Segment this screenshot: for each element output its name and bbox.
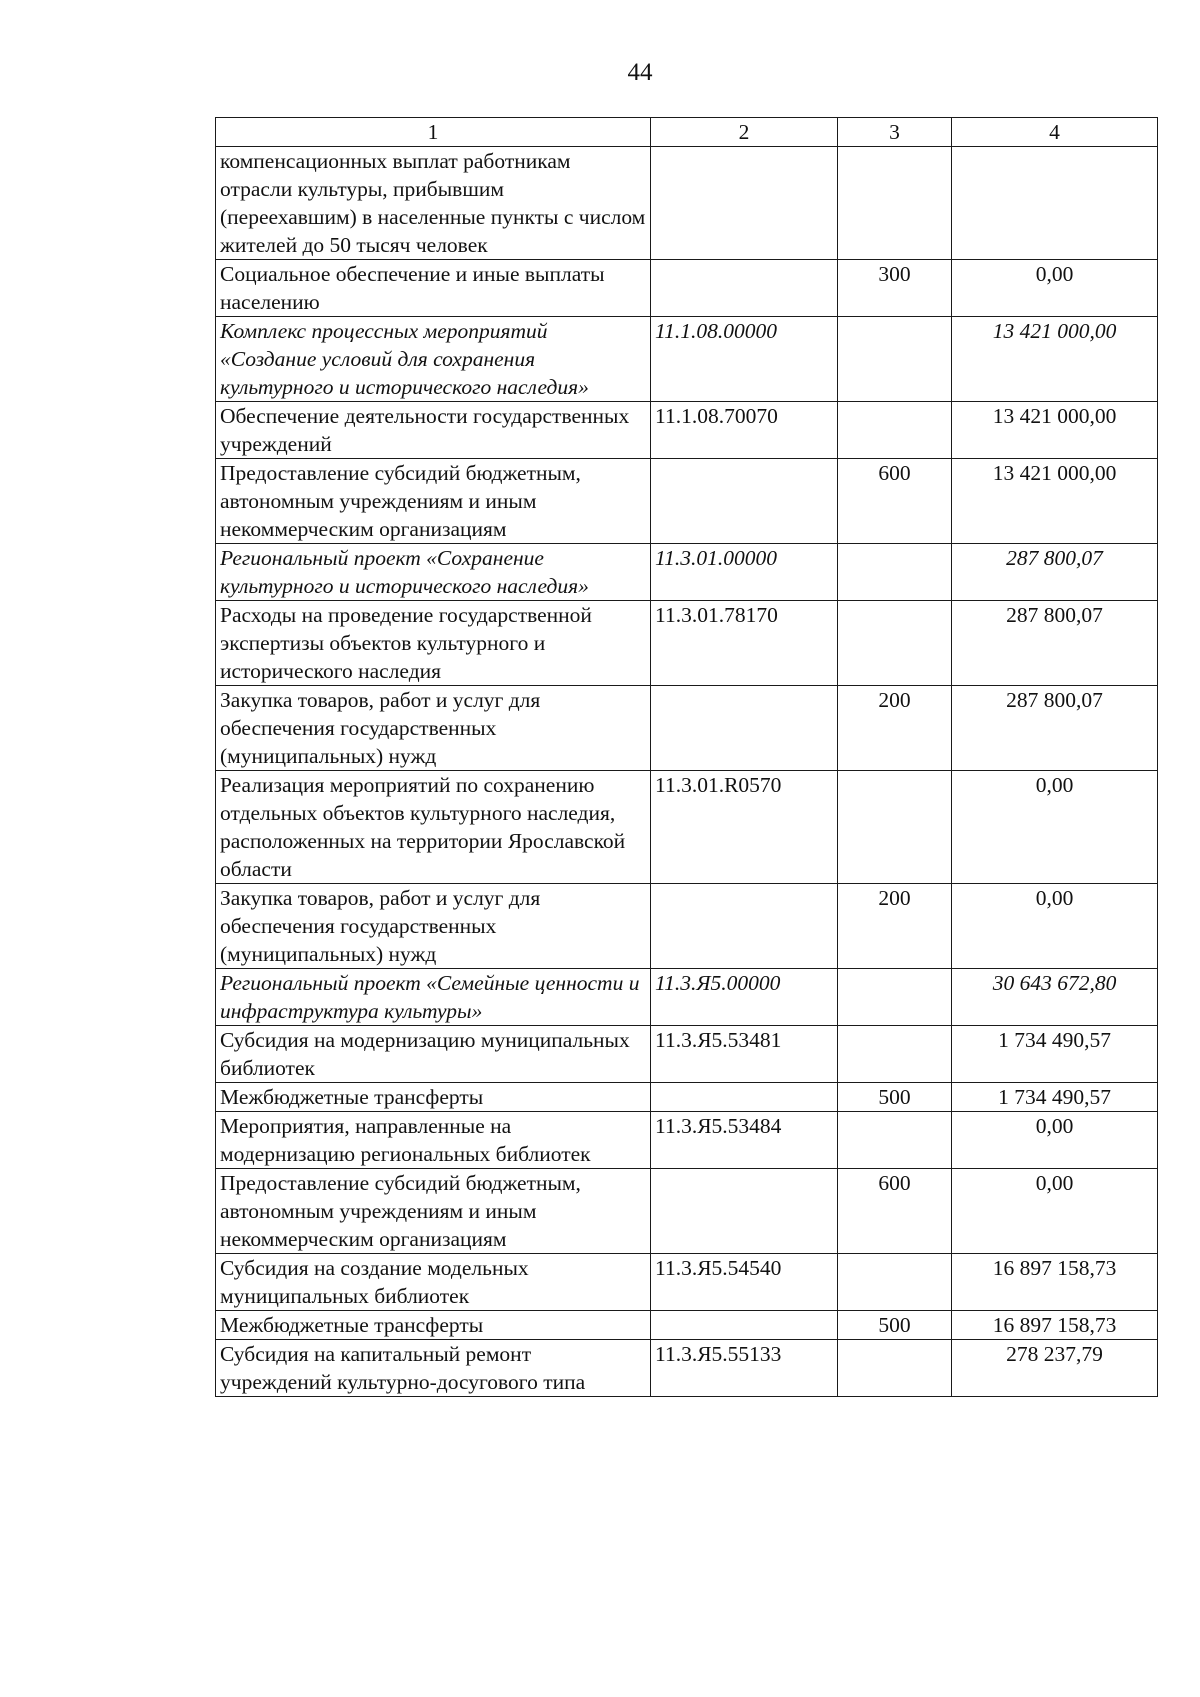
row-code-cell: 11.3.Я5.53481 [651, 1026, 838, 1083]
table-row [216, 969, 1158, 1026]
row-code-cell: 11.3.Я5.53484 [651, 1112, 838, 1169]
header-col-4: 4 [952, 118, 1158, 147]
row-code-cell [651, 1169, 838, 1254]
row-name-cell: Субсидия на капитальный ремонт учреждений культурно-досугового типа [216, 1340, 651, 1397]
row-amount-cell: 1 734 490,57 [952, 1083, 1158, 1112]
row-code-cell: 11.1.08.00000 [651, 317, 838, 402]
row-amount-cell: 287 800,07 [952, 544, 1158, 601]
row-amount-cell: 13 421 000,00 [952, 459, 1158, 544]
row-type-cell [838, 1112, 952, 1169]
row-name-cell: Предоставление субсидий бюджетным, автономным учреждениям и иным некоммерческим организациям [216, 1169, 651, 1254]
row-name-cell: компенсационных выплат работникам отрасли культуры, прибывшим (переехавшим) в населенные пункты с числом жителей до 50 тысяч человек [216, 147, 651, 260]
table-row [216, 1026, 1158, 1083]
row-name-cell: Социальное обеспечение и иные выплаты населению [216, 260, 651, 317]
table-row [216, 402, 1158, 459]
table-row [216, 1340, 1158, 1397]
row-amount-cell: 13 421 000,00 [952, 402, 1158, 459]
row-amount-cell: 0,00 [952, 884, 1158, 969]
row-code-cell: 11.3.Я5.00000 [651, 969, 838, 1026]
row-code-cell [651, 459, 838, 544]
row-amount-cell: 0,00 [952, 260, 1158, 317]
table-row [216, 260, 1158, 317]
page-number: 44 [627, 59, 653, 86]
row-amount-cell: 16 897 158,73 [952, 1254, 1158, 1311]
row-type-cell [838, 147, 952, 260]
header-col-1: 1 [216, 118, 651, 147]
table-row [216, 601, 1158, 686]
row-type-cell [838, 544, 952, 601]
row-name-cell: Субсидия на модернизацию муниципальных библиотек [216, 1026, 651, 1083]
row-type-cell: 200 [838, 686, 952, 771]
header-col-2: 2 [651, 118, 838, 147]
table-row [216, 1311, 1158, 1340]
row-amount-cell: 16 897 158,73 [952, 1311, 1158, 1340]
row-name-cell: Обеспечение деятельности государственных учреждений [216, 402, 651, 459]
budget-table [215, 117, 1158, 1397]
table-row [216, 1112, 1158, 1169]
row-code-cell [651, 147, 838, 260]
table-row [216, 1254, 1158, 1311]
row-code-cell: 11.3.01.00000 [651, 544, 838, 601]
row-type-cell [838, 1026, 952, 1083]
row-type-cell: 600 [838, 459, 952, 544]
table-row [216, 686, 1158, 771]
row-code-cell: 11.1.08.70070 [651, 402, 838, 459]
table-row [216, 884, 1158, 969]
row-type-cell [838, 1254, 952, 1311]
row-type-cell: 200 [838, 884, 952, 969]
table-row [216, 1083, 1158, 1112]
row-amount-cell: 1 734 490,57 [952, 1026, 1158, 1083]
row-amount-cell: 13 421 000,00 [952, 317, 1158, 402]
row-code-cell: 11.3.Я5.54540 [651, 1254, 838, 1311]
row-type-cell: 500 [838, 1083, 952, 1112]
row-amount-cell: 278 237,79 [952, 1340, 1158, 1397]
table-row [216, 459, 1158, 544]
row-name-cell: Региональный проект «Семейные ценности и инфраструктура культуры» [216, 969, 651, 1026]
row-type-cell [838, 317, 952, 402]
row-code-cell: 11.3.01.R0570 [651, 771, 838, 884]
row-amount-cell: 0,00 [952, 1112, 1158, 1169]
row-code-cell [651, 1311, 838, 1340]
table-row [216, 147, 1158, 260]
row-name-cell: Закупка товаров, работ и услуг для обеспечения государственных (муниципальных) нужд [216, 884, 651, 969]
row-name-cell: Субсидия на создание модельных муниципальных библиотек [216, 1254, 651, 1311]
row-name-cell: Закупка товаров, работ и услуг для обеспечения государственных (муниципальных) нужд [216, 686, 651, 771]
row-amount-cell: 287 800,07 [952, 686, 1158, 771]
row-name-cell: Мероприятия, направленные на модернизацию региональных библиотек [216, 1112, 651, 1169]
row-type-cell: 500 [838, 1311, 952, 1340]
row-type-cell [838, 402, 952, 459]
row-code-cell [651, 686, 838, 771]
table-row [216, 771, 1158, 884]
row-name-cell: Комплекс процессных мероприятий «Создание условий для сохранения культурного и исторического наследия» [216, 317, 651, 402]
row-amount-cell: 0,00 [952, 1169, 1158, 1254]
row-type-cell: 600 [838, 1169, 952, 1254]
table-row [216, 317, 1158, 402]
row-name-cell: Региональный проект «Сохранение культурного и исторического наследия» [216, 544, 651, 601]
row-type-cell [838, 1340, 952, 1397]
row-name-cell: Межбюджетные трансферты [216, 1311, 651, 1340]
row-code-cell [651, 884, 838, 969]
table-header-row [216, 118, 1158, 147]
row-code-cell [651, 1083, 838, 1112]
row-type-cell [838, 771, 952, 884]
row-amount-cell [952, 147, 1158, 260]
table-body [216, 147, 1158, 1397]
row-type-cell [838, 601, 952, 686]
header-col-3: 3 [838, 118, 952, 147]
row-name-cell: Предоставление субсидий бюджетным, автономным учреждениям и иным некоммерческим организациям [216, 459, 651, 544]
row-code-cell: 11.3.Я5.55133 [651, 1340, 838, 1397]
table-row [216, 544, 1158, 601]
row-amount-cell: 287 800,07 [952, 601, 1158, 686]
row-type-cell: 300 [838, 260, 952, 317]
row-name-cell: Реализация мероприятий по сохранению отдельных объектов культурного наследия, расположенных на территории Ярославской области [216, 771, 651, 884]
row-amount-cell: 30 643 672,80 [952, 969, 1158, 1026]
row-code-cell: 11.3.01.78170 [651, 601, 838, 686]
row-amount-cell: 0,00 [952, 771, 1158, 884]
table-row [216, 1169, 1158, 1254]
row-code-cell [651, 260, 838, 317]
row-name-cell: Межбюджетные трансферты [216, 1083, 651, 1112]
row-name-cell: Расходы на проведение государственной экспертизы объектов культурного и исторического наследия [216, 601, 651, 686]
row-type-cell [838, 969, 952, 1026]
